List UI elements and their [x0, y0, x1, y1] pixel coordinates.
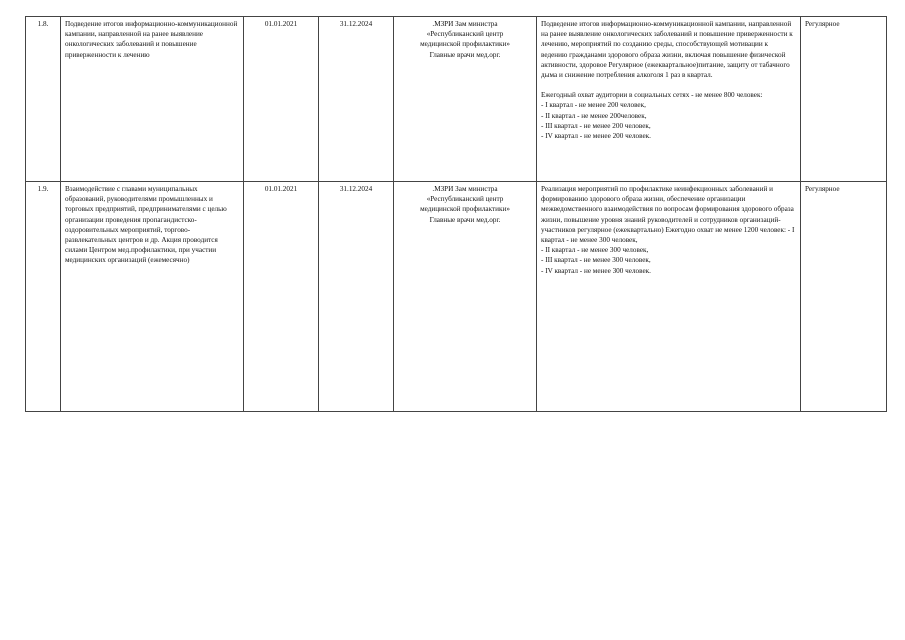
quarter-line: - III квартал - не менее 300 человек, — [541, 256, 651, 265]
result-description: Подведение итогов информационно-коммуникационной кампании, направленной на ранее выявление онкологических заболеваний и повышение приверженности к лечению, мероприятий по созданию среды, способствующей мотивации к ведению гражданами здорового образа жизни, включая повышение физической активности, здоровое Регулярное (ежеквартальное)питание, защиту от табачного дыма и снижение потребления алкоголя 1 раз в квартал. — [541, 20, 793, 80]
row-number: 1.9. — [26, 182, 61, 412]
quarter-line: - IV квартал - не менее 200 человек. — [541, 132, 651, 141]
quarter-line: - IV квартал - не менее 300 человек. — [541, 266, 651, 275]
responsible-line: Главные врачи мед.орг. — [429, 50, 501, 59]
responsible-line: .МЗРИ Зам министра — [432, 185, 498, 193]
periodicity: Регулярное — [801, 17, 887, 182]
responsible-line: медицинской профилактики» — [420, 205, 510, 214]
quarter-line: - I квартал - не менее 200 человек, — [541, 101, 646, 110]
activity-name: Взаимодействие с главами муниципальных образований, руководителями промышленных и торговых предприятий, предпринимателями с целью организации проведения пропагандистско-оздоровительных мероприятий, торгово-развлекательных центров и др. Акция проводится силами Центром мед.профилактики, при участии медицинских организаций (ежемесячно) — [61, 182, 244, 412]
quarter-line: - III квартал - не менее 200 человек, — [541, 121, 651, 130]
end-date: 31.12.2024 — [319, 182, 394, 412]
activity-name: Подведение итогов информационно-коммуникационной кампании, направленной на ранее выявление онкологических заболеваний и повышение приверженности к лечению — [61, 17, 244, 182]
quarter-line: - II квартал - не менее 200человек, — [541, 111, 647, 120]
start-date: 01.01.2021 — [244, 17, 319, 182]
result-description: Реализация мероприятий по профилактике неинфекционных заболеваний и формированию здорового образа жизни, обеспечение организации межведомственного взаимодействия по вопросам формирования здорового образа жизни, повышение уровня знаний руководителей и сотрудников организаций-участников регулярное (ежеквартально) Ежегодно охват не менее 1200 человек: — [541, 185, 794, 234]
responsible-line: медицинской профилактики» — [420, 40, 510, 49]
row-number: 1.8. — [26, 17, 61, 182]
start-date: 01.01.2021 — [244, 182, 319, 412]
responsible-line: .МЗРИ Зам министра — [432, 20, 498, 28]
responsible-cell — [394, 17, 537, 182]
responsible-line: «Республиканский центр — [426, 195, 504, 204]
periodicity: Регулярное — [801, 182, 887, 412]
table-row — [26, 17, 887, 182]
quarter-line: - I квартал - не менее 300 человек, — [541, 225, 795, 245]
activities-table — [25, 16, 887, 412]
result-description-cell — [537, 182, 801, 412]
quarter-line: - II квартал - не менее 300 человек, — [541, 246, 649, 255]
table-row — [26, 182, 887, 412]
end-date: 31.12.2024 — [319, 17, 394, 182]
responsible-line: «Республиканский центр — [426, 30, 504, 39]
result-description-cell — [537, 17, 801, 182]
responsible-cell — [394, 182, 537, 412]
responsible-line: Главные врачи мед.орг. — [429, 215, 501, 224]
coverage-intro: Ежегодный охват аудитории в социальных сетях - не менее 800 человек: — [541, 91, 763, 100]
